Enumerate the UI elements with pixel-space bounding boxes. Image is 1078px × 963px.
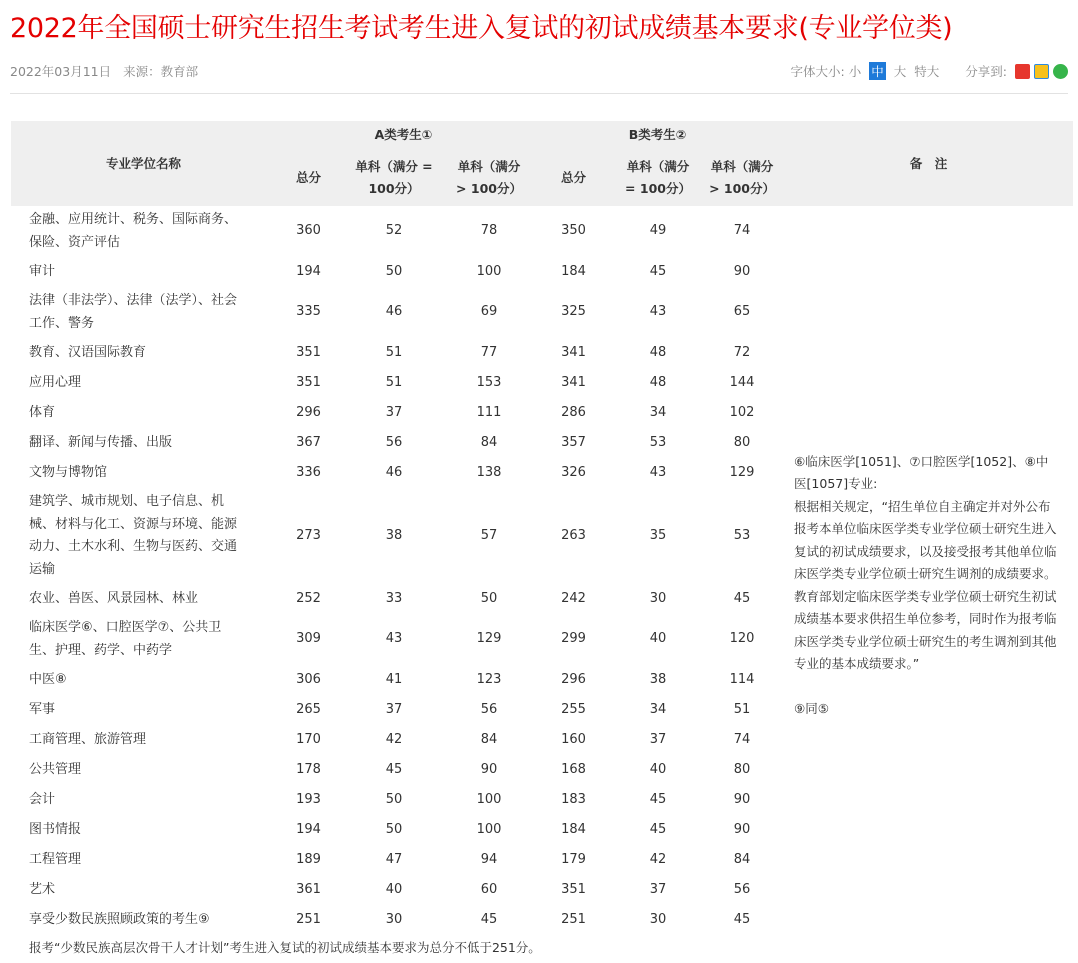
share-label: 分享到: [965,64,1007,79]
table-row [11,206,1073,257]
score-cell-b-total: 263 [561,527,586,543]
score-cell-b-s1: 48 [649,344,667,360]
score-cell-b-total: 341 [561,344,586,360]
score-cell-b-s2: 45 [733,911,751,927]
score-cell-b-total: 341 [561,374,586,390]
col-header-b-total: 总分 [531,149,616,206]
score-cell-b-total: 286 [561,404,586,420]
col-header-b-single100: 单科（满分 = 100分） [616,149,700,206]
score-cell-b-total: 160 [561,731,586,747]
degree-name-cell: 工商管理、旅游管理 [29,731,147,747]
remark-cell [784,206,1073,935]
score-cell-a-total: 335 [296,304,321,320]
degree-name-cell: 工程管理 [29,851,82,867]
degree-name-cell: 农业、兽医、风景园林、林业 [29,590,199,606]
score-cell-a-s1: 37 [385,701,403,717]
score-cell-b-s1: 45 [649,263,667,279]
degree-name-cell: 军事 [29,701,56,717]
score-cell-a-total: 367 [296,434,321,450]
degree-name-cell: 中医⑧ [29,671,67,687]
score-cell-a-s2: 129 [476,631,502,647]
degree-name-cell: 建筑学、城市规划、电子信息、机械、材料与化工、资源与环境、能源动力、土木水利、生物与医药、交通运输 [29,494,238,577]
article-meta [10,62,206,80]
score-cell-a-total: 309 [296,631,321,647]
score-cell-a-total: 265 [296,701,321,717]
score-cell-b-total: 296 [561,671,586,687]
score-cell-a-s2: 50 [480,590,498,606]
qzone-share-icon[interactable] [1034,64,1049,79]
font-size-large-button[interactable]: 大 [893,64,907,79]
degree-name-cell: 体育 [29,404,56,420]
score-cell-b-s1: 45 [649,791,667,807]
score-cell-a-s1: 56 [385,434,403,450]
score-cell-a-s1: 41 [385,671,403,687]
score-cell-b-total: 325 [561,304,586,320]
degree-name-cell: 应用心理 [29,374,82,390]
score-cell-b-total: 299 [561,631,586,647]
col-header-a-single-gt100: 单科（满分 > 100分） [447,149,531,206]
header-row-groups [11,121,1073,149]
score-cell-a-total: 306 [296,671,321,687]
score-cell-a-total: 193 [296,791,321,807]
score-cell-b-total: 184 [561,263,586,279]
degree-name-cell: 艺术 [29,881,56,897]
score-cell-a-total: 170 [296,731,321,747]
score-cell-a-s2: 138 [476,464,502,480]
score-cell-a-s2: 84 [480,731,498,747]
score-cell-b-s2: 120 [729,631,755,647]
score-cell-b-total: 251 [561,911,586,927]
score-cell-a-total: 252 [296,590,321,606]
score-cell-b-s1: 40 [649,761,667,777]
score-cell-b-s2: 114 [729,671,755,687]
score-cell-a-s2: 77 [480,344,498,360]
score-cell-b-s1: 30 [649,590,667,606]
score-cell-b-s1: 48 [649,374,667,390]
degree-name-cell: 临床医学⑥、口腔医学⑦、公共卫生、护理、药学、中药学 [29,620,222,658]
wechat-share-icon[interactable] [1053,64,1068,79]
score-cell-b-s2: 144 [729,374,755,390]
score-cell-b-s2: 80 [733,761,751,777]
weibo-share-icon[interactable] [1015,64,1030,79]
score-cell-b-s1: 30 [649,911,667,927]
score-cell-b-s2: 102 [729,404,755,420]
col-header-a-total: 总分 [276,149,341,206]
score-cell-a-s2: 90 [480,761,498,777]
degree-name-cell: 文物与博物馆 [29,464,108,480]
score-cell-b-s1: 49 [649,223,667,239]
col-header-a-group: A类考生① [276,121,531,149]
score-cell-b-s1: 34 [649,404,667,420]
score-cell-b-total: 242 [561,590,586,606]
score-cell-b-total: 357 [561,434,586,450]
score-cell-b-s1: 37 [649,881,667,897]
score-cell-b-s2: 90 [733,791,751,807]
col-header-a-single100: 单科（满分 = 100分） [341,149,447,206]
score-cell-a-total: 361 [296,881,321,897]
footnote: 报考“少数民族高层次骨干人才计划”考生进入复试的初试成绩基本要求为总分不低于251分。 [29,940,541,955]
score-cell-a-s1: 51 [385,374,403,390]
score-cell-a-s2: 94 [480,851,498,867]
score-cell-a-s1: 46 [385,304,403,320]
degree-name-cell: 公共管理 [29,761,82,777]
score-cell-b-s2: 72 [733,344,751,360]
score-cell-b-s2: 53 [733,527,751,543]
score-cell-b-s1: 42 [649,851,667,867]
score-cell-a-total: 178 [296,761,321,777]
score-cell-b-s2: 84 [733,851,751,867]
score-cell-b-s2: 74 [733,223,751,239]
score-cell-b-s1: 43 [649,304,667,320]
score-cell-b-total: 351 [561,881,586,897]
score-cell-a-s1: 50 [385,791,403,807]
score-cell-a-s2: 57 [480,527,498,543]
score-cell-b-s1: 40 [649,631,667,647]
score-cell-a-s2: 100 [476,263,502,279]
score-cell-a-s1: 43 [385,631,403,647]
degree-name-cell: 法律（非法学）、法律（法学）、社会工作、警务 [29,293,238,331]
score-cell-b-s1: 43 [649,464,667,480]
score-cell-a-s2: 84 [480,434,498,450]
score-cell-b-s1: 34 [649,701,667,717]
score-cell-a-s1: 33 [385,590,403,606]
score-cell-b-total: 326 [561,464,586,480]
score-cell-a-total: 251 [296,911,321,927]
score-cell-b-total: 350 [561,223,586,239]
remark-note: ⑨同⑤ [794,700,829,716]
score-cell-a-total: 194 [296,263,321,279]
score-cell-a-s1: 50 [385,821,403,837]
score-cell-b-total: 168 [561,761,586,777]
score-cell-a-total: 194 [296,821,321,837]
score-cell-b-s2: 80 [733,434,751,450]
score-cell-b-s2: 45 [733,590,751,606]
score-cell-b-s1: 38 [649,671,667,687]
score-table [11,121,1073,963]
font-size-xlarge-button[interactable]: 特大 [914,64,940,79]
score-cell-a-s2: 100 [476,821,502,837]
score-cell-a-s1: 52 [385,223,403,239]
score-cell-a-s1: 40 [385,881,403,897]
score-cell-b-s1: 45 [649,821,667,837]
font-size-small-button[interactable]: 小 [848,64,862,79]
score-cell-a-s1: 30 [385,911,403,927]
header-divider [10,93,1068,94]
score-cell-a-s1: 46 [385,464,403,480]
score-cell-b-total: 255 [561,701,586,717]
score-cell-b-s1: 37 [649,731,667,747]
remark-body: 根据相关规定，“招生单位自主确定并对外公布报考本单位临床医学类专业学位硕士研究生进入复试的初试成绩要求，以及接受报考其他单位临床医学类专业学位硕士研究生调剂的成绩要求。教育部划定临床医学类专业学位硕士研究生初试成绩基本要求供招生单位参考，同时作为报考临床医学类专业学位硕士研究生的考生调剂到其他专业的基本成绩要求。” [794,498,1057,672]
score-cell-a-s2: 153 [476,374,502,390]
score-cell-a-s1: 38 [385,527,403,543]
source-label: 来源：教育部 [123,64,199,79]
col-header-b-single-gt100: 单科（满分 > 100分） [700,149,784,206]
score-cell-b-total: 183 [561,791,586,807]
publish-date: 2022年03月11日 [10,64,112,79]
footnote-row [11,935,1073,963]
score-cell-a-total: 189 [296,851,321,867]
score-cell-b-s2: 90 [733,263,751,279]
score-cell-b-s2: 56 [733,881,751,897]
score-cell-a-s2: 100 [476,791,502,807]
font-size-label: 字体大小: [790,64,845,79]
score-cell-a-s1: 45 [385,761,403,777]
score-cell-a-s2: 111 [476,404,502,420]
degree-name-cell: 享受少数民族照顾政策的考生⑨ [29,911,210,927]
score-cell-a-s2: 123 [476,671,502,687]
score-cell-b-total: 179 [561,851,586,867]
score-cell-a-total: 351 [296,344,321,360]
score-cell-b-total: 184 [561,821,586,837]
degree-name-cell: 教育、汉语国际教育 [29,344,147,360]
score-cell-a-s2: 56 [480,701,498,717]
score-cell-a-s1: 37 [385,404,403,420]
score-cell-a-s2: 60 [480,881,498,897]
score-cell-a-s2: 69 [480,304,498,320]
score-cell-a-s1: 47 [385,851,403,867]
score-cell-a-s1: 51 [385,344,403,360]
font-size-medium-button[interactable]: 中 [871,64,884,79]
degree-name-cell: 翻译、新闻与传播、出版 [29,434,173,450]
score-cell-b-s2: 129 [729,464,755,480]
degree-name-cell: 图书情报 [29,821,82,837]
score-cell-a-total: 273 [296,527,321,543]
score-cell-a-s2: 78 [480,223,498,239]
col-header-b-group: B类考生② [531,121,784,149]
score-cell-b-s2: 51 [733,701,751,717]
score-cell-a-s1: 50 [385,263,403,279]
score-cell-a-total: 336 [296,464,321,480]
article-tools [791,62,1069,80]
score-cell-a-s2: 45 [480,911,498,927]
degree-name-cell: 金融、应用统计、税务、国际商务、保险、资产评估 [29,212,238,250]
score-cell-a-total: 296 [296,404,321,420]
page-title: 2022年全国硕士研究生招生考试考生进入复试的初试成绩基本要求(专业学位类) [10,13,953,44]
score-cell-a-s1: 42 [385,731,403,747]
score-cell-a-total: 351 [296,374,321,390]
score-cell-b-s1: 35 [649,527,667,543]
score-cell-b-s2: 74 [733,731,751,747]
degree-name-cell: 会计 [29,791,56,807]
score-cell-b-s2: 65 [733,304,751,320]
remark-heading: ⑥临床医学[1051]、⑦口腔医学[1052]、⑧中医[1057]专业: [794,453,1049,492]
score-cell-a-total: 360 [296,223,321,239]
col-header-remark: 备 注 [784,121,1073,206]
col-header-name: 专业学位名称 [11,121,276,206]
score-cell-b-s2: 90 [733,821,751,837]
degree-name-cell: 审计 [29,263,56,279]
score-cell-b-s1: 53 [649,434,667,450]
